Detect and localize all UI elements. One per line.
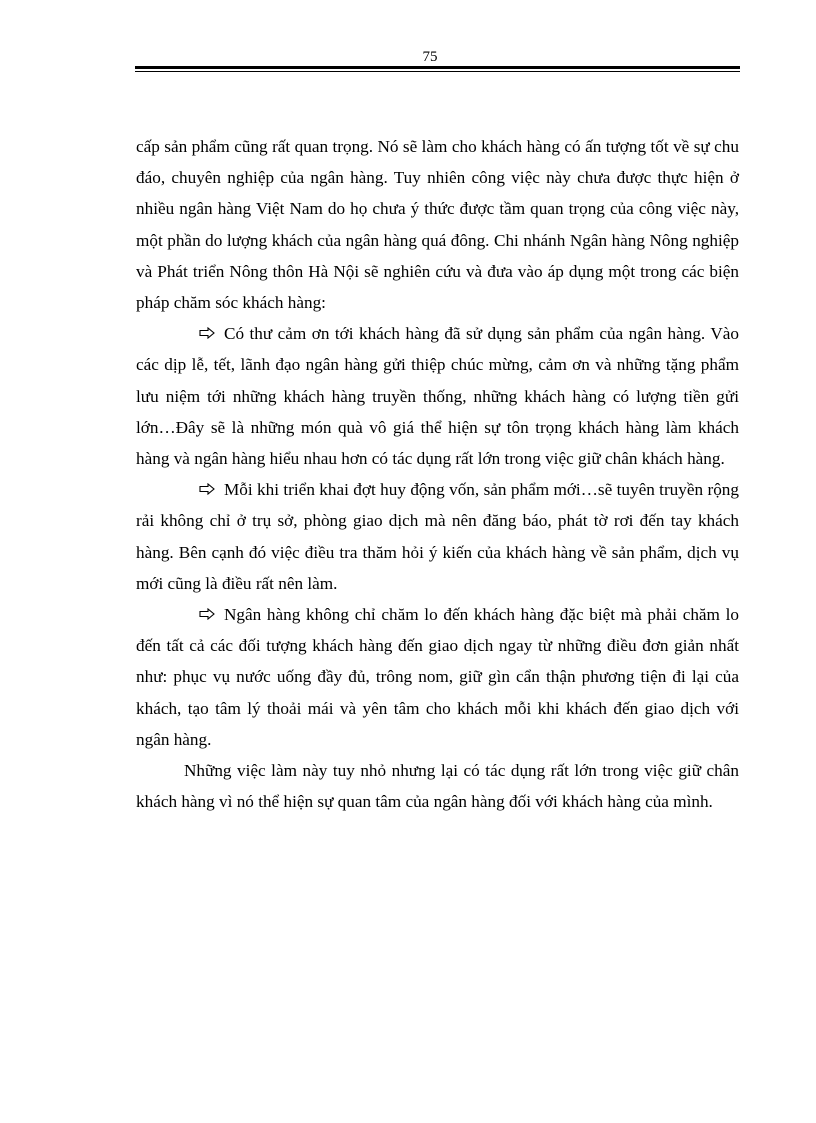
right-arrow-outline-icon	[199, 327, 215, 339]
page-number: 75	[422, 49, 438, 65]
header-rule-thick	[135, 66, 740, 69]
header-rule-thin	[135, 71, 740, 72]
right-arrow-outline-icon	[199, 608, 215, 620]
document-body	[136, 131, 739, 817]
bullet-paragraph-2	[136, 474, 739, 599]
bullet-text-3: Ngân hàng không chỉ chăm lo đến khách hàng đặc biệt mà phải chăm lo đến tất cả các đối tượng khách hàng đến giao dịch ngay từ những điều đơn giản nhất như: phục vụ nước uống đầy đủ, trông nom, giữ gìn cẩn thận phương tiện đi lại của khách, tạo tâm lý thoải mái và yên tâm cho khách mỗi khi khách đến giao dịch với ngân hàng.	[136, 605, 739, 749]
bullet-paragraph-1	[136, 318, 739, 474]
conclusion-paragraph: Những việc làm này tuy nhỏ nhưng lại có tác dụng rất lớn trong việc giữ chân khách hàng vì nó thể hiện sự quan tâm của ngân hàng đối với khách hàng của mình.	[136, 761, 739, 812]
right-arrow-outline-icon	[199, 483, 215, 495]
bullet-text-1: Có thư cảm ơn tới khách hàng đã sử dụng sản phẩm của ngân hàng. Vào các dịp lễ, tết, lãnh đạo ngân hàng gửi thiệp chúc mừng, cảm ơn và những tặng phẩm lưu niệm tới những khách hàng truyền thống, những khách hàng có lượng tiền gửi lớn…Đây sẽ là những món quà vô giá thể hiện sự tôn trọng khách hàng làm khách hàng và ngân hàng hiểu nhau hơn có tác dụng rất lớn trong việc giữ chân khách hàng.	[136, 324, 739, 469]
bullet-paragraph-3	[136, 599, 739, 755]
intro-paragraph: cấp sản phẩm cũng rất quan trọng. Nó sẽ làm cho khách hàng có ấn tượng tốt về sự chu đáo, chuyên nghiệp của ngân hàng. Tuy nhiên công việc này chưa được thực hiện ở nhiều ngân hàng Việt Nam do họ chưa ý thức được tầm quan trọng của công việc này, một phần do lượng khách của ngân hàng quá đông. Chi nhánh Ngân hàng Nông nghiệp và Phát triển Nông thôn Hà Nội sẽ nghiên cứu và đưa vào áp dụng một trong các biện pháp chăm sóc khách hàng:	[136, 137, 739, 313]
bullet-text-2: Mỗi khi triển khai đợt huy động vốn, sản phẩm mới…sẽ tuyên truyền rộng rải không chỉ ở trụ sở, phòng giao dịch mà nên đăng báo, phát tờ rơi đến tay khách hàng. Bên cạnh đó việc điều tra thăm hỏi ý kiến của khách hàng về sản phẩm, dịch vụ mới cũng là điều rất nên làm.	[136, 480, 739, 593]
